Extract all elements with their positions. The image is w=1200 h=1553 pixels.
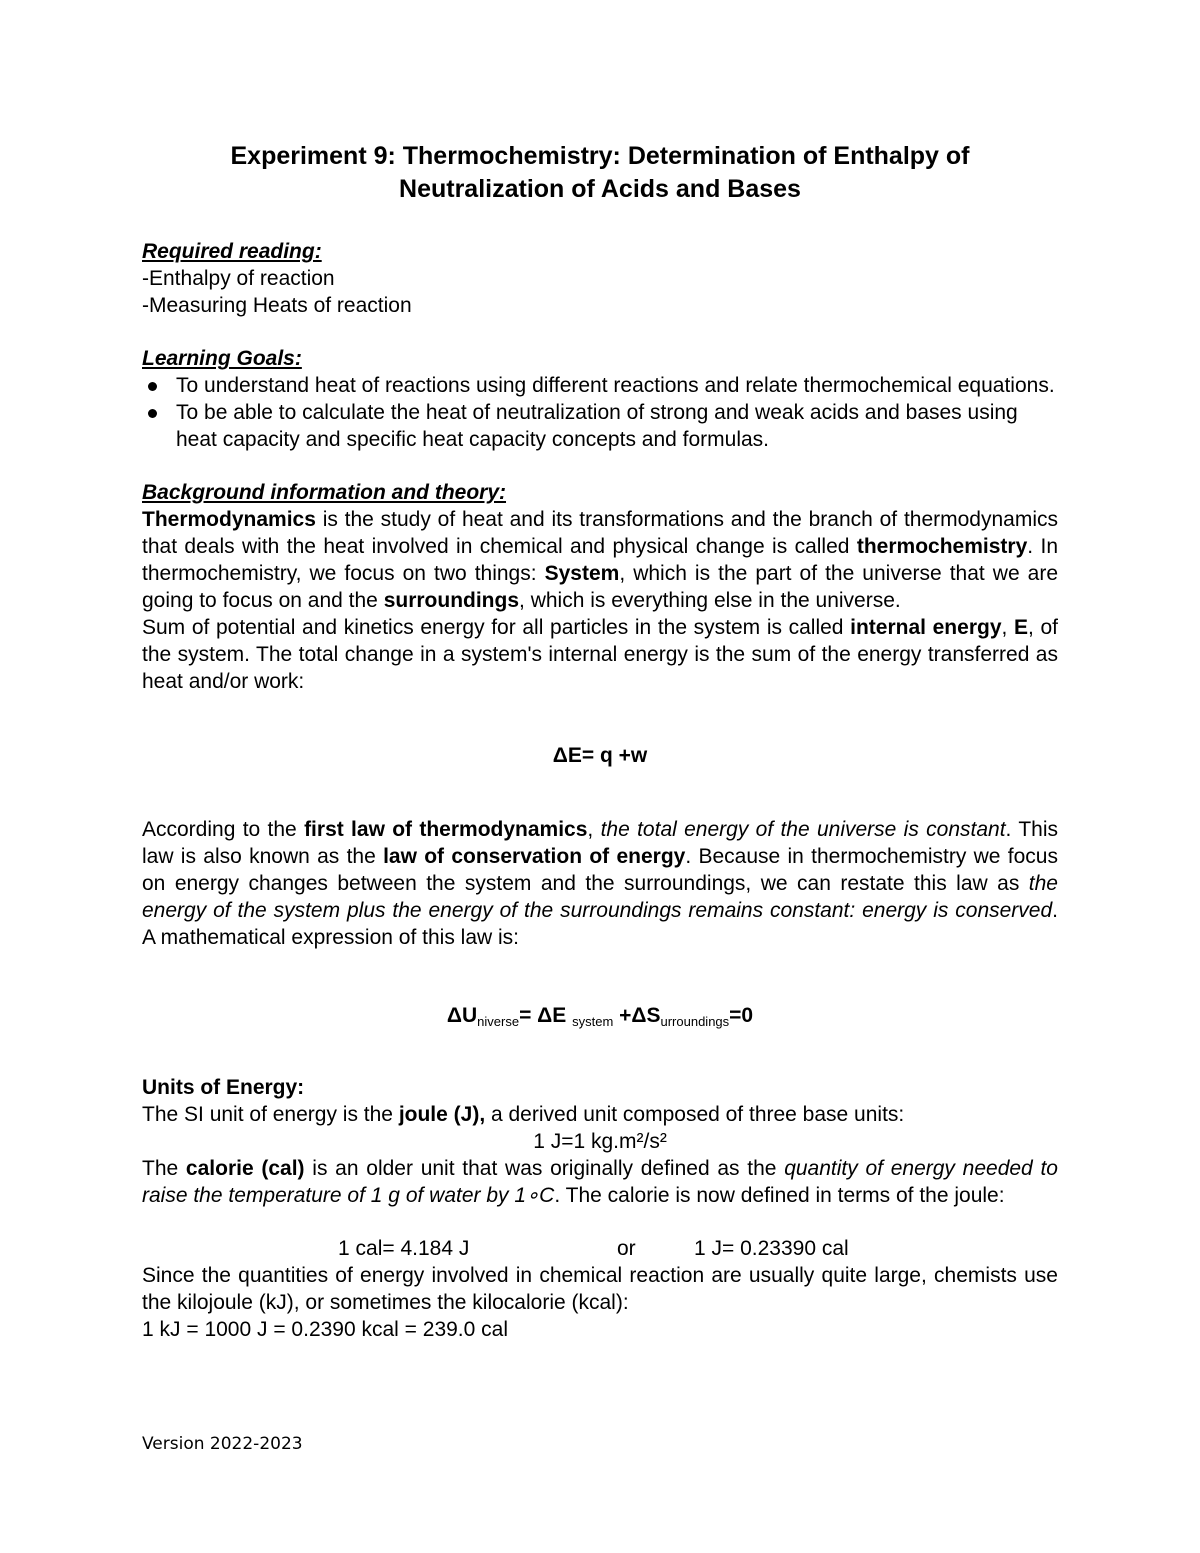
text-run: According to the <box>142 818 305 841</box>
list-item <box>142 372 1058 399</box>
bullet-icon <box>148 409 157 418</box>
italic-text: the energy of the system plus the energy of the surroundings remains constant: energy is conserved <box>142 872 1058 922</box>
text-run: a derived unit composed of three base units: <box>485 1103 905 1126</box>
text-run: , which is everything else in the universe. <box>519 589 901 612</box>
calorie-conversion-row <box>142 1235 1058 1262</box>
title-line-2: Neutralization of Acids and Bases <box>399 175 801 203</box>
text-run: , which is the part of the universe that we are going to focus on and the <box>142 562 1058 612</box>
cal-to-joule: 1 cal= 4.184 J <box>338 1237 470 1260</box>
text-run: . This law is also known as the <box>142 818 1058 868</box>
eq-subscript: urroundings <box>660 1014 730 1029</box>
bullet-icon <box>148 382 157 391</box>
list-item <box>142 399 1058 453</box>
si-unit-equation: 1 J=1 kg.m²/s² <box>533 1130 667 1153</box>
eq-subscript: niverse <box>477 1014 520 1029</box>
background-paragraph-2 <box>142 614 1058 695</box>
term-internal-energy: internal energy <box>850 616 1002 639</box>
footer-version: Version 2022-2023 <box>142 1434 303 1454</box>
text-run: The <box>142 1157 186 1180</box>
text-run: . In thermochemistry, we focus on two things: <box>142 535 1058 585</box>
term-system: System <box>544 562 620 585</box>
text-run: , <box>587 818 601 841</box>
term-surroundings: surroundings <box>383 589 520 612</box>
italic-text: quantity of energy needed to raise the temperature of 1 g of water by 1∘C <box>142 1157 1058 1207</box>
units-paragraph-2 <box>142 1155 1058 1209</box>
background-heading: Background information and theory: <box>142 481 507 504</box>
joule-to-cal: 1 J= 0.23390 cal <box>694 1237 849 1260</box>
learning-goals-heading: Learning Goals: <box>142 347 302 370</box>
text-run: . A mathematical expression of this law is: <box>142 899 1058 949</box>
eq-part: = ΔE <box>519 1004 573 1027</box>
term-calorie: calorie (cal) <box>185 1157 305 1180</box>
document-page <box>142 140 1058 1343</box>
term-thermochemistry: thermochemistry <box>856 535 1028 558</box>
required-reading-item: -Measuring Heats of reaction <box>142 294 412 317</box>
eq-part: =0 <box>729 1004 754 1027</box>
text-run: . Because in thermochemistry we focus on energy changes between the system and the surroundings, we can restate this law as <box>142 845 1058 895</box>
italic-text: the total energy of the universe is constant <box>600 818 1006 841</box>
title-line-1: Experiment 9: Thermochemistry: Determination of Enthalpy of <box>230 142 970 170</box>
text-run: Sum of potential and kinetics energy for all particles in the system is called <box>142 616 851 639</box>
text-run: is the study of heat and its transformations and the branch of thermodynamics that deals with the heat involved in chemical and physical change is called <box>142 508 1058 558</box>
learning-goals-list <box>142 372 1058 453</box>
required-reading-heading: Required reading: <box>142 240 322 263</box>
units-paragraph-4: 1 kJ = 1000 J = 0.2390 kcal = 239.0 cal <box>142 1318 509 1341</box>
text-run: is an older unit that was originally defined as the <box>304 1157 785 1180</box>
required-reading-item: -Enthalpy of reaction <box>142 267 335 290</box>
text-run: , of the system. The total change in a system's internal energy is the sum of the energy transferred as heat and/or work: <box>142 616 1058 693</box>
text-run: . The calorie is now defined in terms of the joule: <box>554 1184 1005 1207</box>
units-paragraph-1 <box>142 1101 1058 1128</box>
term-first-law: first law of thermodynamics <box>304 818 588 841</box>
equation-internal-energy: ΔE= q +w <box>552 744 648 767</box>
background-paragraph-3 <box>142 816 1058 951</box>
goal-text: To be able to calculate the heat of neutralization of strong and weak acids and bases using heat capacity and specific heat capacity concepts and formulas. <box>176 401 1018 451</box>
units-heading: Units of Energy: <box>142 1076 305 1099</box>
term-conservation: law of conservation of energy <box>383 845 686 868</box>
term-joule: joule (J), <box>398 1103 486 1126</box>
equation-universe <box>142 1002 1058 1031</box>
eq-part: +ΔS <box>613 1004 661 1027</box>
term-thermodynamics: Thermodynamics <box>142 508 316 531</box>
text-run: The SI unit of energy is the <box>142 1103 399 1126</box>
page-title <box>142 140 1058 206</box>
eq-part: ΔU <box>446 1004 478 1027</box>
units-paragraph-3: Since the quantities of energy involved in chemical reaction are usually quite large, chemists use the kilojoule (kJ), or sometimes the kilocalorie (kcal): <box>142 1264 1058 1314</box>
goal-text: To understand heat of reactions using different reactions and relate thermochemical equations. <box>176 374 1055 397</box>
term-e: E <box>1013 616 1028 639</box>
eq-subscript: system <box>572 1014 614 1029</box>
text-run: , <box>1001 616 1014 639</box>
or-label: or <box>617 1237 636 1260</box>
background-paragraph-1 <box>142 506 1058 614</box>
